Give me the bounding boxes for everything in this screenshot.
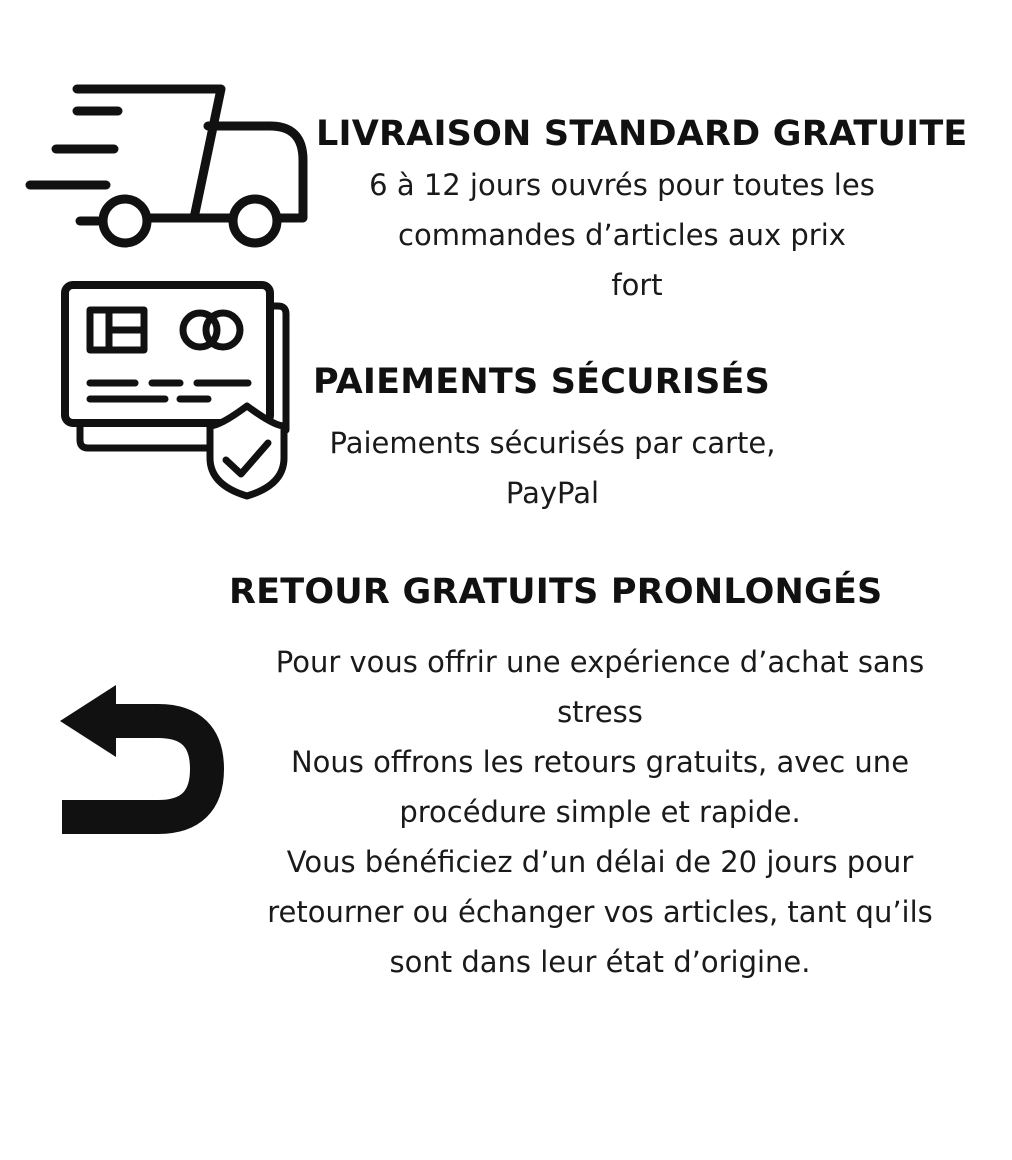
description-line: procédure simple et rapide.	[399, 795, 801, 829]
feature-description-returns	[205, 637, 995, 987]
description-line: fort	[611, 268, 663, 302]
description-line: commandes d’articles aux prix	[398, 218, 846, 252]
description-line: stress	[557, 695, 643, 729]
description-line: sont dans leur état d’origine.	[389, 945, 811, 979]
feature-description-payments	[300, 418, 805, 518]
delivery-truck-icon	[22, 80, 317, 255]
feature-title-delivery: LIVRAISON STANDARD GRATUITE	[316, 114, 968, 154]
feature-description-delivery	[322, 160, 922, 310]
description-line: PayPal	[505, 476, 600, 510]
secure-card-payment-icon	[60, 280, 295, 502]
description-line: Nous offrons les retours gratuits, avec une	[290, 745, 910, 779]
description-line: Paiements sécurisés par carte,	[329, 426, 776, 460]
description-line: Pour vous offrir une expérience d’achat sans	[275, 645, 925, 679]
description-line: retourner ou échanger vos articles, tant qu’ils	[267, 895, 933, 929]
feature-title-payments: PAIEMENTS SÉCURISÉS	[313, 362, 771, 402]
description-line: 6 à 12 jours ouvrés pour toutes les	[369, 168, 875, 202]
description-line: Vous bénéficiez d’un délai de 20 jours pour	[286, 845, 914, 879]
feature-title-returns: RETOUR GRATUITS PRONLONGÉS	[229, 572, 883, 612]
